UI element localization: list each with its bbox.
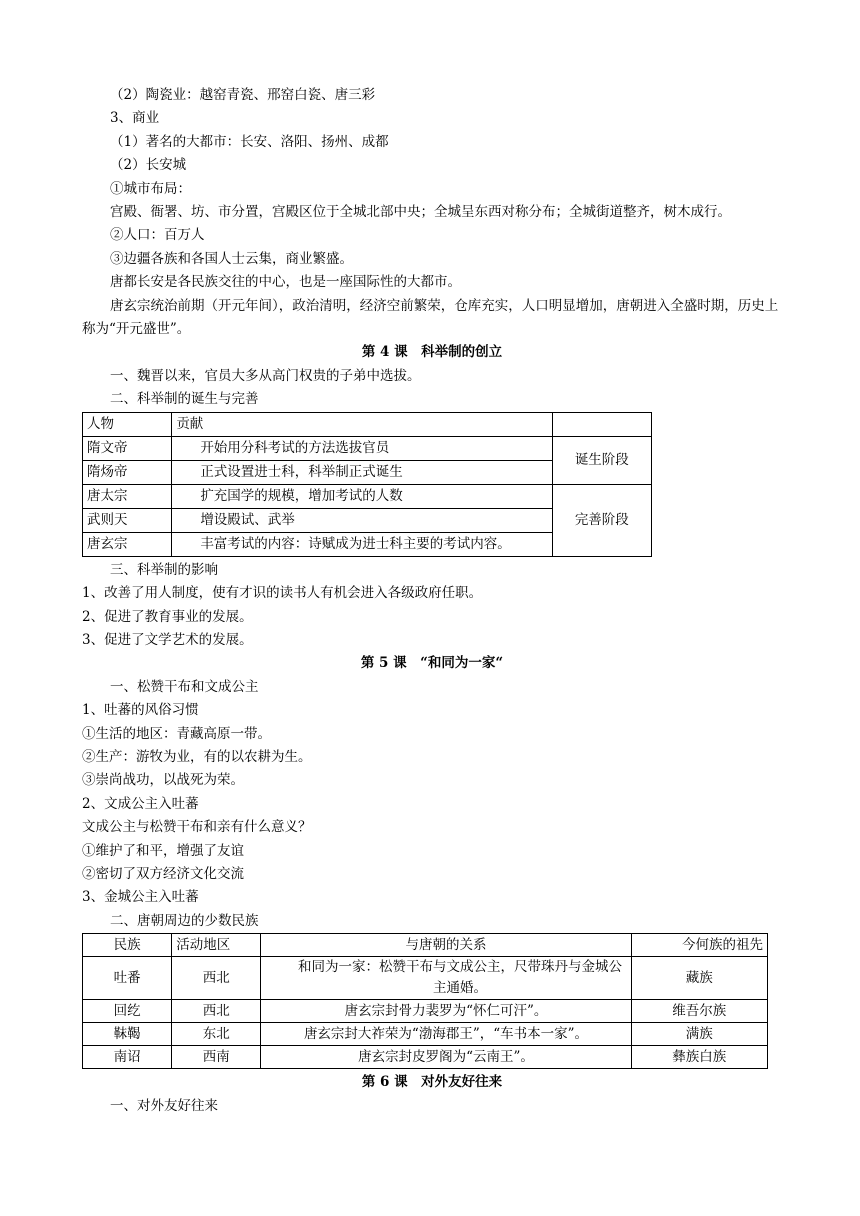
document-content <box>82 84 782 1118</box>
table-cell: 增设殿试、武举 <box>172 508 552 532</box>
text-line: 1、改善了用人制度，使有才识的读书人有机会进入各级政府任职。 <box>82 585 483 602</box>
table-header-cell <box>552 412 651 436</box>
text-paragraph: 宫殿、衙署、坊、市分置，宫殿区位于全城北部中央；全城呈东西对称分布；全城街道整齐，树木成行。 <box>110 204 731 221</box>
lesson6-title: 第 6 课 对外友好往来 <box>361 1074 503 1091</box>
table-header-cell: 民族 <box>83 934 172 957</box>
text-line: （1）著名的大都市：长安、洛阳、扬州、成都 <box>110 133 389 150</box>
table-cell: 隋炀帝 <box>83 460 172 484</box>
table-cell: 武则天 <box>83 508 172 532</box>
text-line: 3、金城公主入吐蕃 <box>82 889 199 906</box>
table-cell: 唐玄宗封皮罗阁为“云南王”。 <box>261 1046 631 1069</box>
table-header-row <box>83 412 652 436</box>
table-header-cell: 今何族的祖先 <box>631 934 767 957</box>
keju-table <box>82 412 652 557</box>
text-line: ①城市布局： <box>110 180 191 197</box>
table-cell: 正式设置进士科，科举制正式诞生 <box>172 460 552 484</box>
table-cell: 西南 <box>172 1046 261 1069</box>
table-cell: 南诏 <box>83 1046 172 1069</box>
text-line: 三、科举制的影响 <box>110 561 218 578</box>
table-cell: 开始用分科考试的方法选拔官员 <box>172 436 552 460</box>
table-cell: 东北 <box>172 1023 261 1046</box>
ethnic-table <box>82 933 768 1069</box>
text-line: 1、吐蕃的风俗习惯 <box>82 702 199 719</box>
table-cell: 维吾尔族 <box>631 1000 767 1023</box>
lesson5-title: 第 5 课 “和同为一家“ <box>360 655 504 672</box>
table-cell: 满族 <box>631 1023 767 1046</box>
text-line: 二、唐朝周边的少数民族 <box>110 912 259 929</box>
text-line: 文成公主与松赞干布和亲有什么意义？ <box>82 819 312 836</box>
lesson4-title: 第 4 课 科举制的创立 <box>361 344 503 361</box>
table-row <box>83 1000 768 1023</box>
table-header-cell: 贡献 <box>172 412 552 436</box>
table-header-cell: 与唐朝的关系 <box>261 934 631 957</box>
text-line: 一、对外友好往来 <box>110 1097 218 1114</box>
table-cell: 回纥 <box>83 1000 172 1023</box>
text-line: 2、文成公主入吐蕃 <box>82 795 199 812</box>
text-line: ③崇尚战功，以战死为荣。 <box>82 772 244 789</box>
text-line: 2、促进了教育事业的发展。 <box>82 608 253 625</box>
table-cell: 完善阶段 <box>552 484 651 556</box>
text-line: ②密切了双方经济文化交流 <box>82 865 244 882</box>
table-cell: 西北 <box>172 957 261 1000</box>
table-cell: 诞生阶段 <box>552 436 651 484</box>
text-line: ②人口：百万人 <box>110 227 205 244</box>
table-cell: 彝族白族 <box>631 1046 767 1069</box>
text-line: ②生产：游牧为业，有的以农耕为生。 <box>82 748 312 765</box>
table-cell: 西北 <box>172 1000 261 1023</box>
table-cell: 唐玄宗封大祚荣为“渤海郡王”，“车书本一家”。 <box>261 1023 631 1046</box>
table-cell: 唐玄宗 <box>83 532 172 556</box>
text-line: 一、魏晋以来，官员大多从高门权贵的子弟中选拔。 <box>110 367 421 384</box>
text-line: ①维护了和平，增强了友谊 <box>82 842 244 859</box>
table-header-row <box>83 934 768 957</box>
table-cell: 扩充国学的规模，增加考试的人数 <box>172 484 552 508</box>
table-cell: 和同为一家：松赞干布与文成公主，尺带珠丹与金城公主通婚。 <box>261 957 631 1000</box>
text-line: ③边疆各族和各国人士云集，商业繁盛。 <box>110 250 353 267</box>
table-row <box>83 1023 768 1046</box>
text-line: 二、科举制的诞生与完善 <box>110 391 259 408</box>
text-line: 唐都长安是各民族交往的中心，也是一座国际性的大都市。 <box>110 274 461 291</box>
table-row <box>83 436 652 460</box>
text-paragraph: 唐玄宗统治前期（开元年间），政治清明，经济空前繁荣，仓库充实，人口明显增加，唐朝进入全盛时期，历史上称为“开元盛世”。 <box>82 297 779 338</box>
table-cell: 唐太宗 <box>83 484 172 508</box>
table-cell: 藏族 <box>631 957 767 1000</box>
text-line: 3、促进了文学艺术的发展。 <box>82 631 253 648</box>
text-line: （2）长安城 <box>110 157 187 174</box>
text-line: ①生活的地区：青藏高原一带。 <box>82 725 271 742</box>
table-cell: 吐番 <box>83 957 172 1000</box>
table-header-cell: 活动地区 <box>172 934 261 957</box>
table-row <box>83 1046 768 1069</box>
table-row <box>83 484 652 508</box>
table-row <box>83 957 768 1000</box>
text-line: 3、商业 <box>110 110 160 127</box>
text-line: （2）陶瓷业：越窑青瓷、邢窑白瓷、唐三彩 <box>110 87 376 103</box>
table-cell: 丰富考试的内容：诗赋成为进士科主要的考试内容。 <box>172 532 552 556</box>
table-header-cell: 人物 <box>83 412 172 436</box>
table-cell: 唐玄宗封骨力裴罗为“怀仁可汗”。 <box>261 1000 631 1023</box>
table-cell: 隋文帝 <box>83 436 172 460</box>
table-cell: 靺鞨 <box>83 1023 172 1046</box>
text-line: 一、松赞干布和文成公主 <box>110 678 259 695</box>
